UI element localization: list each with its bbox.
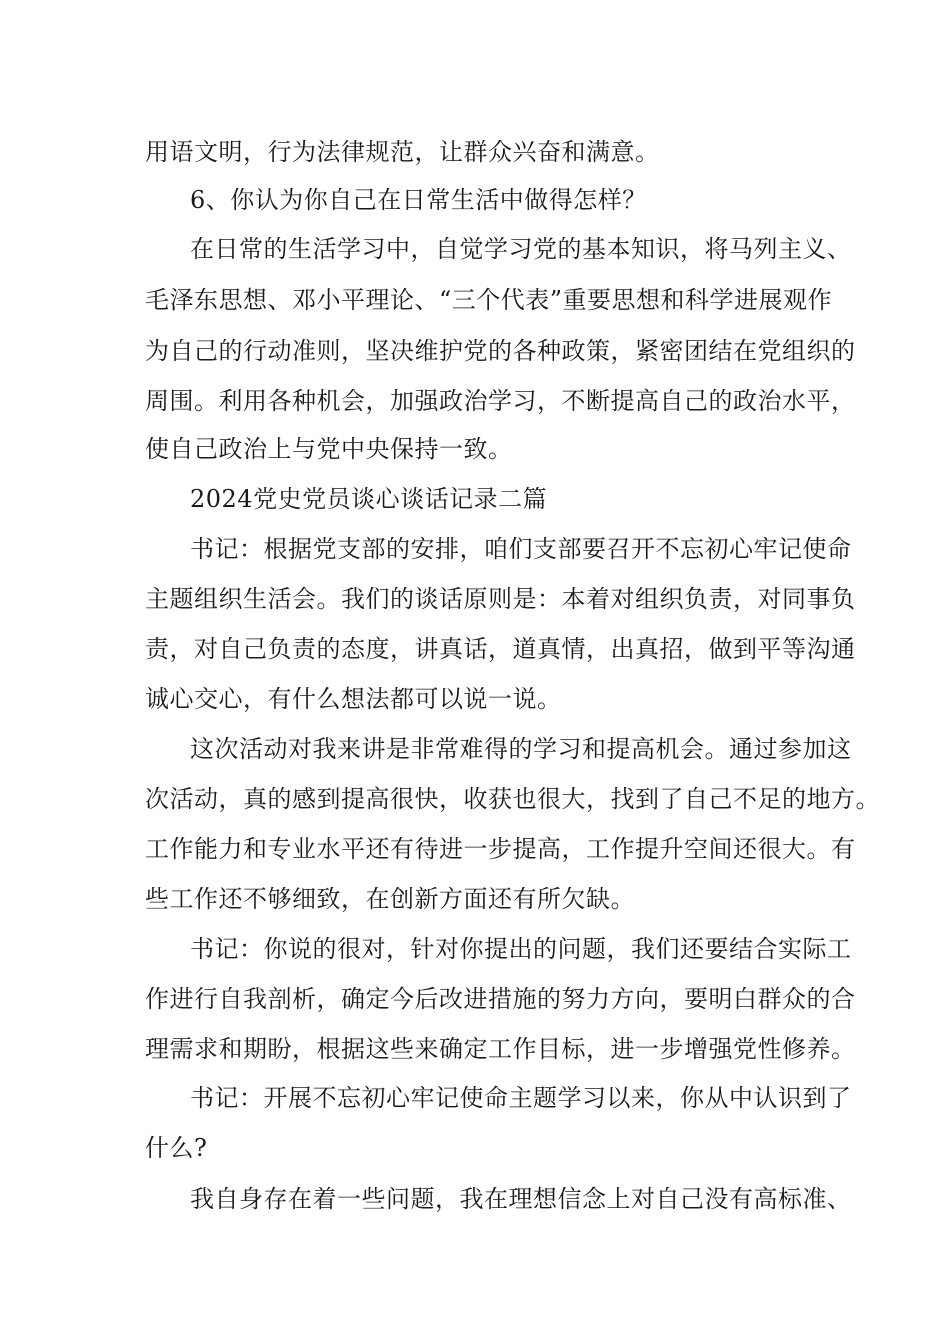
text-line: 书记：开展不忘初心牢记使命主题学习以来，你从中认识到了 xyxy=(190,1084,852,1112)
text-line: 为自己的行动准则，坚决维护党的各种政策，紧密团结在党组织的 xyxy=(145,337,856,365)
text-line: 工作能力和专业水平还有待进一步提高，工作提升空间还很大。有 xyxy=(145,835,856,863)
text-line: 毛泽东思想、邓小平理论、“三个代表”重要思想和科学进展观作 xyxy=(145,286,833,314)
text-line: 周围。利用各种机会，加强政治学习，不断提高自己的政治水平， xyxy=(145,387,856,415)
text-line: 诚心交心，有什么想法都可以说一说。 xyxy=(145,685,562,713)
text-line: 我自身存在着一些问题，我在理想信念上对自己没有高标准、 xyxy=(190,1185,852,1213)
section-title: 2024党史党员谈心谈话记录二篇 xyxy=(190,485,548,513)
text-line: 在日常的生活学习中，自觉学习党的基本知识，将马列主义、 xyxy=(190,235,852,263)
text-line: 些工作还不够细致，在创新方面还有所欠缺。 xyxy=(145,885,635,913)
question-heading: 6、你认为你自己在日常生活中做得怎样？ xyxy=(190,186,647,214)
text-line: 次活动，真的感到提高很快，收获也很大，找到了自己不足的地方。 xyxy=(145,785,880,813)
text-line: 用语文明，行为法律规范，让群众兴奋和满意。 xyxy=(145,138,660,166)
text-line: 这次活动对我来讲是非常难得的学习和提高机会。通过参加这 xyxy=(190,735,852,763)
text-line: 责，对自己负责的态度，讲真话，道真情，出真招，做到平等沟通 xyxy=(145,635,856,663)
text-line: 书记：根据党支部的安排，咱们支部要召开不忘初心牢记使命 xyxy=(190,535,852,563)
text-line: 什么? xyxy=(145,1134,208,1162)
text-line: 理需求和期盼，根据这些来确定工作目标，进一步增强党性修养。 xyxy=(145,1035,856,1063)
text-line: 主题组织生活会。我们的谈话原则是：本着对组织负责，对同事负 xyxy=(145,585,856,613)
text-line: 作进行自我剖析，确定今后改进措施的努力方向，要明白群众的合 xyxy=(145,985,856,1013)
text-line: 使自己政治上与党中央保持一致。 xyxy=(145,435,513,463)
text-line: 书记：你说的很对，针对你提出的问题，我们还要结合实际工 xyxy=(190,935,852,963)
